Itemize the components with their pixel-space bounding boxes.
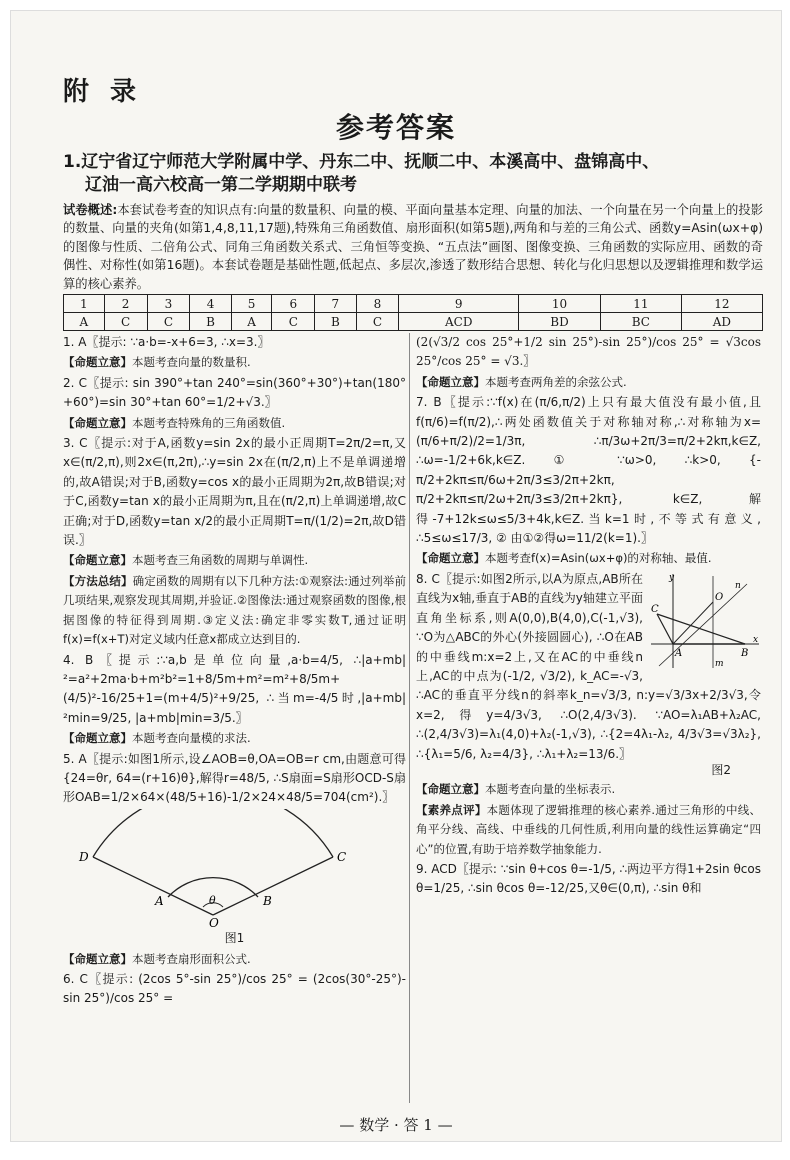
answer-value: C: [356, 313, 399, 331]
answer-7-intent: [416, 549, 761, 568]
answer-number: 8: [356, 295, 399, 313]
point-b-label: B: [263, 893, 272, 908]
answer-3: 3. C〖提示:对于A,函数y=sin 2x的最小正周期T=2π/2=π,又x∈(π/2,π),则2x∈(π,2π),∴y=sin 2x在(π/2,π)上不是单调递增的,故A错误;对于B,函数y=cos x的最小正周期为2π,故B错误;对于C,函数y=tan x的最小正周期为π,且在(π/2,π)上单调递增,故C正确;对于D,函数y=tan x/2的最小正周期T=π/(1/2)=2π,故D错误.〗: [63, 436, 406, 548]
answer-3-intent: [63, 551, 406, 570]
intent-text: 本题考查向量的数量积.: [132, 355, 251, 370]
answer-2: 2. C〖提示: sin 390°+tan 240°=sin(360°+30°)+tan(180°+60°)=sin 30°+tan 60°=1/2+√3.〗: [63, 375, 406, 410]
radius-od: [93, 857, 213, 915]
overview-label: 试卷概述:: [63, 203, 118, 217]
answer-value: B: [315, 313, 356, 331]
answer-number-row: [64, 295, 763, 313]
answer-1-intent: [63, 353, 406, 372]
intent-tag: 【命题立意】: [63, 951, 132, 966]
answer-value: A: [64, 313, 105, 331]
point-c-label: C: [651, 603, 659, 615]
y-axis-label: y: [669, 572, 675, 583]
answer-value: BD: [519, 313, 601, 331]
answer-4-intent: [63, 729, 406, 748]
figure-2-coordinate-diagram: [649, 570, 761, 670]
answer-value: C: [104, 313, 147, 331]
exam-overview: [63, 201, 763, 293]
intent-tag: 【命题立意】: [416, 551, 485, 566]
figure-1-sector: [63, 809, 363, 927]
radius-oc: [213, 857, 333, 915]
answer-number: 10: [519, 295, 601, 313]
line-m-label: m: [715, 658, 724, 669]
intent-tag: 【命题立意】: [63, 355, 132, 370]
answer-8-block: [416, 570, 761, 764]
point-a-label: A: [155, 893, 164, 908]
section-title-line2: 辽油一高六校高一第二学期期中联考: [85, 175, 357, 195]
answer-1: 1. A〖提示: ∵a·b=-x+6=3, ∴x=3.〗: [63, 335, 270, 349]
answer-6: 6. C〖提示: (2cos 5°-sin 25°)/cos 25° = (2cos(30°-25°)-sin 25°)/cos 25° =: [63, 971, 406, 1006]
section-title-line1: 1.辽宁省辽宁师范大学附属中学、丹东二中、抚顺二中、本溪高中、盘锦高中、: [63, 152, 660, 172]
comment-text: 本题体现了逻辑推理的核心素养.通过三角形的中线、角平分线、高线、中垂线的几何性质,利用向量的线性运算确定“四心”的位置,有助于培养数学抽象能力.: [416, 802, 761, 856]
answer-7: 7. B〖提示:∵f(x)在(π/6,π/2)上只有最大值没有最小值,且f(π/6)=f(π/2),∴两处函数值关于对称轴对称,∴对称轴为x=(π/6+π/2)/2=1/3π, ∴π/3ω+2π/3=π/2+2kπ,k∈Z, ∴ω=-1/2+6k,k∈Z. ① ∵ω>0, ∴k>0, {-π/2+2kπ≤π/6ω+2π/3≤3/2π+2kπ, π/2+2kπ≤π/2ω+2π/3≤3/2π+2kπ}, k∈Z,解得-7+12k≤ω≤5/3+4k,k∈Z.当k=1时,不等式有意义, ∴5≤ω≤17/3, ② 由①②得ω=11/2(k=1).〗: [416, 395, 761, 546]
answer-value: AD: [681, 313, 762, 331]
method-tag: 【方法总结】: [63, 573, 133, 588]
answer-table: [63, 294, 763, 331]
answer-5: 5. A〖提示:如图1所示,设∠AOB=θ,OA=OB=r cm,由题意可得{24=θr, 64=(r+16)θ},解得r=48/5, ∴S扇面=S扇形OCD-S扇形OAB=1/2×64×(48/5+16)-1/2×24×48/5=704(cm²).〗: [63, 751, 406, 805]
answer-value: C: [147, 313, 190, 331]
angle-theta-label: θ: [209, 893, 216, 907]
answer-number: 11: [600, 295, 681, 313]
line-n-label: n: [735, 580, 741, 591]
intent-text: 本题考查三角函数的周期与单调性.: [132, 553, 309, 568]
intent-tag: 【命题立意】: [416, 374, 485, 389]
answer-9: 9. ACD〖提示: ∵sin θ+cos θ=-1/5, ∴两边平方得1+2sin θcos θ=1/25, ∴sin θcos θ=-12/25,又θ∈(0,π), ∴sin θ和: [416, 861, 761, 896]
answer-number: 12: [681, 295, 762, 313]
section-title: [63, 151, 763, 197]
answer-4: 4. B〖提示:∵a,b是单位向量,a·b=4/5, ∴|a+mb|²=a²+2ma·b+m²b²=1+8/5m+m²=m²+8/5m+(4/5)²-16/25+1=(m+4/5)²+9/25, ∴当m=-4/5时,|a+mb|²min=9/25, |a+mb|min=3/5.〗: [63, 652, 406, 725]
answer-6-intent: [416, 373, 761, 392]
answer-number: 3: [147, 295, 190, 313]
answer-number: 9: [399, 295, 519, 313]
answer-number: 1: [64, 295, 105, 313]
point-a-label: A: [675, 647, 683, 659]
point-c-label: C: [337, 849, 347, 864]
intent-text: 本题考查f(x)=Asin(ωx+φ)的对称轴、最值.: [485, 551, 712, 566]
figure-1-caption: 图1: [224, 931, 245, 946]
point-o-label: O: [715, 591, 724, 603]
overview-text: 本套试卷考查的知识点有:向量的数量积、向量的模、平面向量基本定理、向量的加法、一个向量在另一个向量上的投影的数量、向量的夹角(如第1,4,8,11,17题),特殊角三角函数值、扇形面积(如第5题),两角和与差的三角公式、函数y=Asin(ωx+φ)的图像与性质、二倍角公式、同角三角函数关系式、三角恒等变换、“五点法”画图、图像变换、三角函数的实际应用、函数的奇偶性、对称性(如第16题)。本套试卷题是基础性题,低起点、多层次,渗透了数形结合思想、转化与化归思想以及逻辑推理和数学运算的核心素养。: [63, 203, 763, 291]
answer-value-row: [64, 313, 763, 331]
answer-6-continued: (2(√3/2 cos 25°+1/2 sin 25°)-sin 25°)/cos 25° = √3cos 25°/cos 25° = √3.〗: [416, 335, 761, 369]
answer-number: 2: [104, 295, 147, 313]
answer-3-method: [63, 572, 406, 650]
left-column: [63, 333, 406, 1010]
figure-2-caption: 图2: [711, 762, 731, 777]
answer-value: A: [231, 313, 272, 331]
intent-tag: 【命题立意】: [416, 782, 485, 797]
answer-8-comment: [416, 801, 761, 859]
x-axis-label: x: [753, 634, 759, 645]
answer-value: B: [190, 313, 231, 331]
intent-text: 本题考查扇形面积公式.: [132, 951, 251, 966]
right-column: [416, 333, 761, 900]
intent-text: 本题考查两角差的余弦公式.: [485, 374, 627, 389]
point-b-label: B: [741, 647, 749, 659]
intent-text: 本题考查向量的坐标表示.: [485, 782, 616, 797]
page-title: 参考答案: [335, 111, 456, 144]
intent-text: 本题考查特殊角的三角函数值.: [132, 415, 286, 430]
column-divider: [409, 333, 410, 1103]
intent-text: 本题考查向量模的求法.: [132, 731, 251, 746]
point-d-label: D: [79, 849, 89, 864]
comment-tag: 【素养点评】: [416, 802, 487, 817]
intent-tag: 【命题立意】: [63, 553, 132, 568]
answer-number: 6: [272, 295, 315, 313]
outer-arc: [93, 809, 333, 857]
answer-value: C: [272, 313, 315, 331]
answer-8-intent: [416, 780, 761, 799]
intent-tag: 【命题立意】: [63, 731, 132, 746]
answer-number: 7: [315, 295, 356, 313]
answer-page: [10, 10, 782, 1142]
method-text: 确定函数的周期有以下几种方法:①观察法:通过列举前几项结果,观察发现其周期,并验证.②图像法:通过观察函数的图像,根据图像的特征得到周期.③定义法:确定非零实数T,通过证明f(x)=f(x+T)对定义域内任意x都成立达到目的.: [63, 573, 406, 647]
answer-8: 8. C〖提示:如图2所示,以A为原点,AB所在直线为x轴,垂直于AB的直线为y轴建立平面直角坐标系,则A(0,0),B(4,0),C(-1,√3), ∵O为△ABC的外心(外接圆圆心), ∴O在AB的中垂线m:x=2上,又在AC的中垂线n上,AC的中点为(-1/2, √3/2), k_AC=-√3, ∴AC的垂直平分线n的斜率k_n=√3/3, n:y=√3/3x+2/3√3,令x=2,得y=4/3√3, ∴O(2,4/3√3). ∵AO=λ₁AB+λ₂AC, ∴(2,4/3√3)=λ₁(4,0)+λ₂(-1,√3), ∴{2=4λ₁-λ₂, 4/3√3=√3λ₂}, ∴{λ₁=5/6, λ₂=4/3}, ∴λ₁+λ₂=13/6.〗: [416, 571, 761, 761]
segment-ao: [673, 602, 713, 644]
answer-2-intent: [63, 414, 406, 433]
answer-5-intent: [63, 950, 406, 969]
intent-tag: 【命题立意】: [63, 415, 132, 430]
point-o-label: O: [209, 915, 219, 927]
answer-value: BC: [600, 313, 681, 331]
appendix-heading: 附 录: [63, 77, 143, 107]
line-n: [659, 584, 747, 666]
answer-number: 4: [190, 295, 231, 313]
page-footer: — 数学 · 答 1 —: [339, 1116, 453, 1134]
answer-value: ACD: [399, 313, 519, 331]
answer-number: 5: [231, 295, 272, 313]
